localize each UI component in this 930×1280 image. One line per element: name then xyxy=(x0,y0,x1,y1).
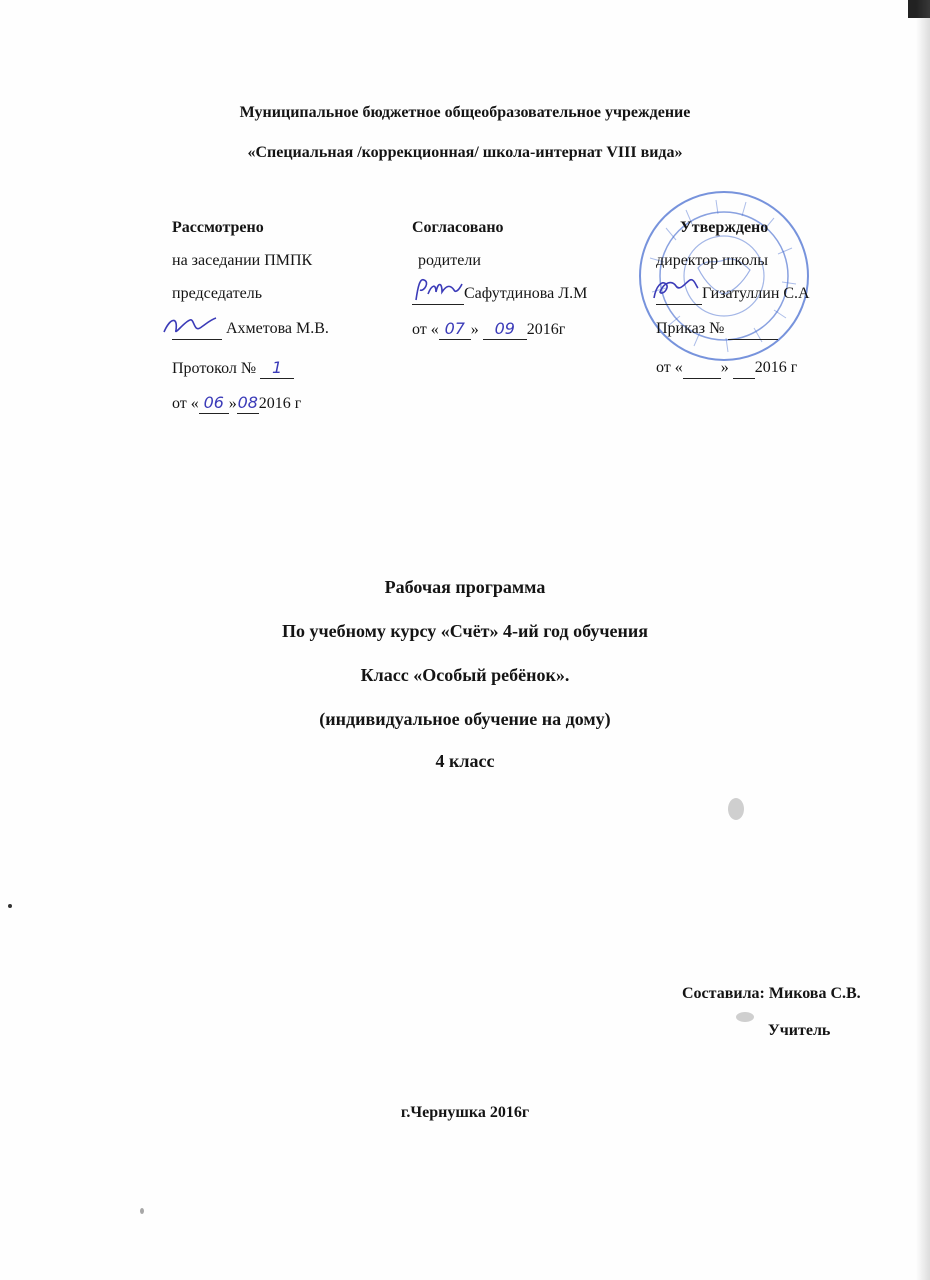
reviewed-signature-icon xyxy=(160,312,220,338)
author-role: Учитель xyxy=(768,1022,831,1039)
agreed-date-month: 09 xyxy=(483,319,527,340)
agreed-signature-icon xyxy=(410,272,466,304)
approved-line1: директор школы xyxy=(656,252,768,269)
scan-smudge xyxy=(728,798,744,820)
reviewed-date-month: 08 xyxy=(237,393,258,412)
program-class: Класс «Особый ребёнок». xyxy=(360,665,570,685)
author-compiled: Составила: Микова С.В. xyxy=(682,985,861,1002)
program-title: Рабочая программа xyxy=(384,577,546,597)
reviewed-date-year: 2016 г xyxy=(258,395,302,412)
reviewed-date-day: 06 xyxy=(199,393,229,414)
approved-order xyxy=(656,319,778,340)
program-mode: (индивидуальное обучение на дому) xyxy=(319,709,611,729)
agreed-date-prefix: от « xyxy=(412,321,439,338)
reviewed-line2: председатель xyxy=(172,285,262,302)
reviewed-name: Ахметова М.В. xyxy=(226,320,329,337)
protocol-number: 1 xyxy=(260,358,294,379)
reviewed-date-prefix: от « xyxy=(172,395,199,412)
program-grade: 4 класс xyxy=(435,751,495,771)
agreed-line1: родители xyxy=(418,252,481,269)
agreed-date-day: 07 xyxy=(439,319,471,340)
agreed-date-year: 2016г xyxy=(526,321,566,338)
reviewed-title: Рассмотрено xyxy=(172,219,264,236)
reviewed-date xyxy=(172,393,301,414)
agreed-date xyxy=(412,319,565,340)
program-course: По учебному курсу «Счёт» 4-ий год обучения xyxy=(281,621,649,641)
city-year: г.Чернушка 2016г xyxy=(400,1104,530,1121)
approved-date-year: 2016 г xyxy=(754,359,798,376)
protocol-label: Протокол № xyxy=(172,360,257,377)
approved-name: Гизатуллин С.А xyxy=(702,285,810,302)
approved-date-sep: » xyxy=(720,359,729,376)
scan-smudge xyxy=(736,1012,754,1022)
scan-speck xyxy=(8,904,12,908)
reviewed-protocol xyxy=(172,358,294,379)
approved-date-prefix: от « xyxy=(656,359,683,376)
scan-speck xyxy=(140,1208,144,1214)
reviewed-line1: на заседании ПМПК xyxy=(172,252,313,269)
agreed-name: Сафутдинова Л.М xyxy=(464,285,588,302)
approved-date xyxy=(656,358,797,379)
order-label: Приказ № xyxy=(656,320,725,337)
agreed-date-sep: » xyxy=(470,321,479,338)
approved-title: Утверждено xyxy=(680,219,769,236)
school-name: «Специальная /коррекционная/ школа-интернат VIII вида» xyxy=(247,144,683,161)
agreed-title: Согласовано xyxy=(412,219,504,236)
institution-name: Муниципальное бюджетное общеобразовательное учреждение xyxy=(239,104,691,121)
reviewed-date-sep: » xyxy=(228,395,237,412)
approved-signature-icon xyxy=(650,274,700,304)
